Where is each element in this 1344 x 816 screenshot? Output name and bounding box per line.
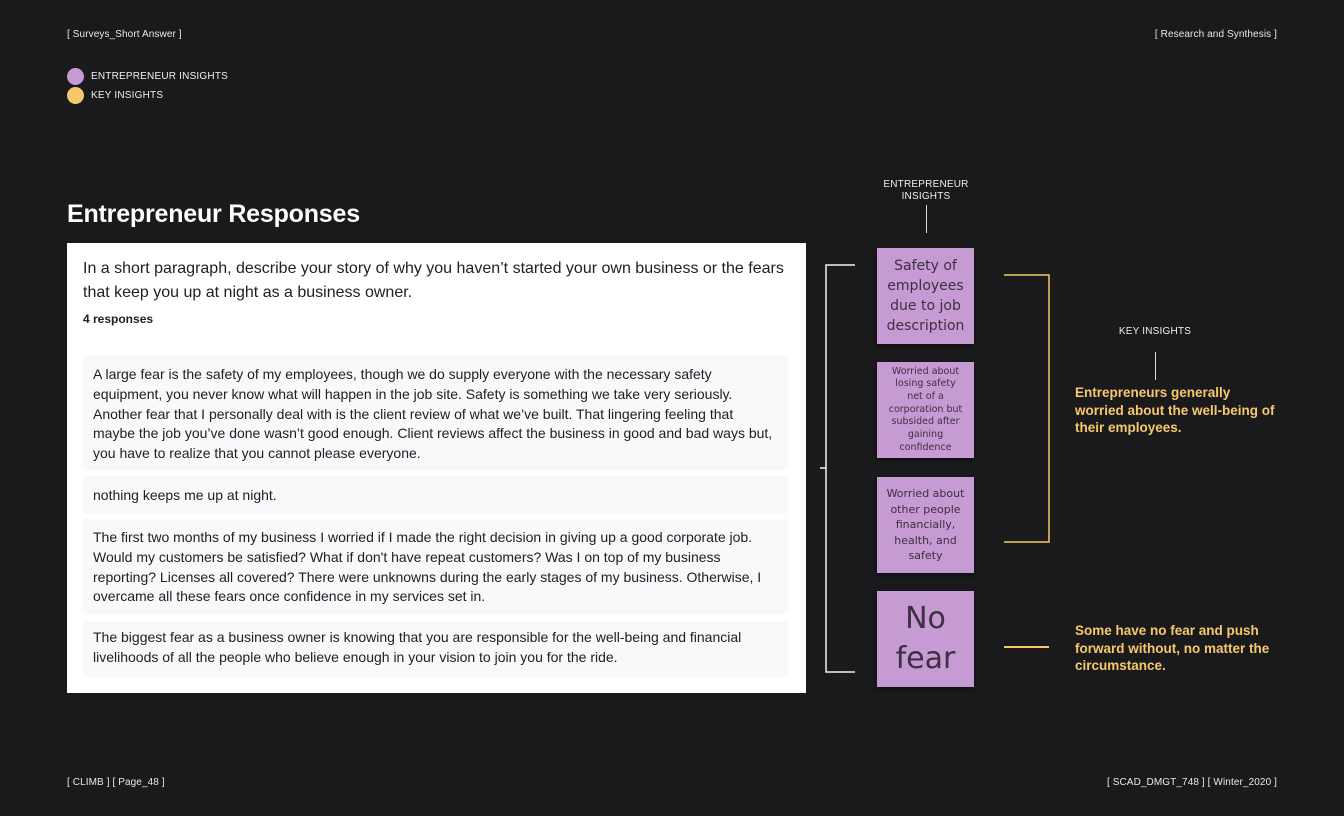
header-topic-label: [ Research and Synthesis ] bbox=[1154, 29, 1277, 40]
legend-purple-dot-icon bbox=[67, 68, 84, 85]
key-insight-wellbeing: Entrepreneurs generally worried about the well-being of their employees. bbox=[1075, 385, 1275, 435]
footer-page-label: [ CLIMB ] [ Page_48 ] bbox=[67, 777, 165, 788]
sticky-note-employee-safety: Safety of employees due to job description bbox=[877, 248, 974, 344]
survey-question: In a short paragraph, describe your story of why you haven’t started your own business or the fears that keep you up at night as a business owner. bbox=[83, 260, 784, 301]
heading-connector-line bbox=[1155, 352, 1156, 380]
response-item: The biggest fear as a business owner is knowing that you are responsible for the well-being and financial livelihoods of all the people who believe enough in your vision to join you for the ride. bbox=[83, 621, 788, 678]
legend-label: KEY INSIGHTS bbox=[91, 90, 164, 101]
response-item: nothing keeps me up at night. bbox=[83, 476, 788, 514]
response-item: A large fear is the safety of my employees, though we do supply everyone with the necessary safety equipment, you never know what will happen in the job site. Safety is something we take very seriously. Another fear that I personally deal with is the client review of what we’ve built. That lingering feeling that maybe the job you’ve done wasn’t good enough. Client reviews affect the business in good and bad ways but, you have to realize that you cannot please everyone. bbox=[83, 355, 788, 471]
legend-label: ENTREPRENEUR INSIGHTS bbox=[91, 71, 228, 82]
page-title: Entrepreneur Responses bbox=[67, 200, 360, 228]
entrepreneur-insights-heading: ENTREPRENEUR INSIGHTS bbox=[883, 179, 969, 202]
sticky-note-other-people: Worried about other people financially, health, and safety bbox=[877, 477, 974, 573]
key-insight-no-fear: Some have no fear and push forward without, no matter the circumstance. bbox=[1075, 623, 1270, 673]
heading-connector-line bbox=[926, 205, 927, 233]
response-count: 4 responses bbox=[83, 312, 154, 326]
legend-item-entrepreneur bbox=[67, 68, 228, 85]
response-item: The first two months of my business I worried if I made the right decision in giving up a good corporate job. Would my customers be satisfied? What if don't have repeat customers? Was I on top of my business reporting? Licenses all covered? There were unknowns during the early stages of my business. Otherwise, I overcame all these fears once confidence in my services set in. bbox=[83, 519, 788, 615]
key-insights-heading: KEY INSIGHTS bbox=[1118, 326, 1192, 337]
form-responses-card bbox=[67, 243, 806, 693]
header-section-label: [ Surveys_Short Answer ] bbox=[67, 29, 182, 40]
legend-yellow-dot-icon bbox=[67, 87, 84, 104]
sticky-note-safety-net: Worried about losing safety net of a corporation but subsided after gaining confidence bbox=[877, 362, 974, 458]
footer-course-label: [ SCAD_DMGT_748 ] [ Winter_2020 ] bbox=[1106, 777, 1277, 788]
legend bbox=[67, 68, 228, 104]
key-insight-bracket bbox=[1000, 270, 1055, 550]
legend-item-key bbox=[67, 87, 228, 104]
response-bracket bbox=[820, 258, 860, 678]
key-insight-connector bbox=[1004, 646, 1049, 648]
sticky-note-no-fear: No fear bbox=[877, 591, 974, 687]
